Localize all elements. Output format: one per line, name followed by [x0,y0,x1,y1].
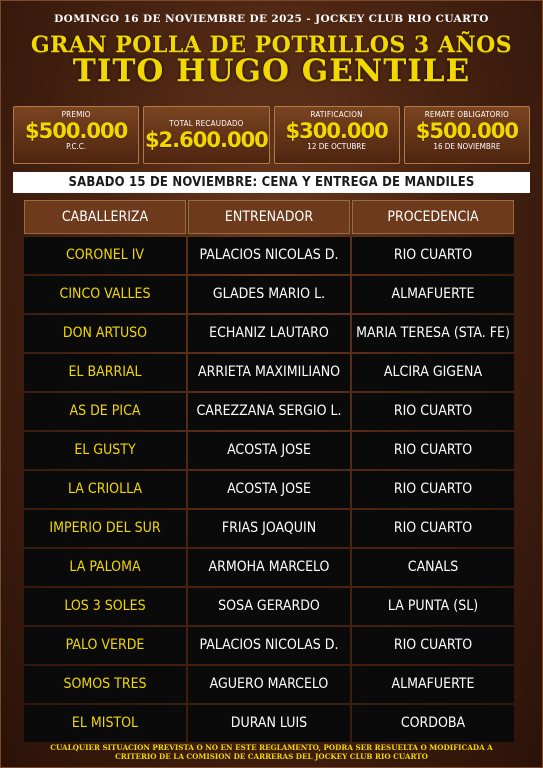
table-row [24,471,514,508]
event-date-line: DOMINGO 16 DE NOVIEMBRE DE 2025 - JOCKEY CLUB RIO CUARTO [54,13,489,25]
cell-procedencia: RIO CUARTO [352,627,514,664]
cell-entrenador: CAREZZANA SERGIO L. [188,393,350,430]
cell-caballeriza: LOS 3 SOLES [24,588,186,625]
entries-table [24,200,514,744]
table-header [24,200,514,234]
cell-entrenador: AGUERO MARCELO [188,666,350,703]
cell-procedencia: RIO CUARTO [352,393,514,430]
cell-caballeriza: EL GUSTY [24,432,186,469]
box-amount: $300.000 [285,119,388,143]
box-label: REMATE OBLIGATORIO [424,110,510,119]
cell-caballeriza: DON ARTUSO [24,315,186,352]
table-row [24,315,514,352]
box-label: TOTAL RECAUDADO [169,119,244,128]
header-procedencia: PROCEDENCIA [352,200,514,234]
table-row [24,627,514,664]
prize-boxes [13,106,530,164]
cell-entrenador: ACOSTA JOSE [188,432,350,469]
cell-procedencia: RIO CUARTO [352,471,514,508]
cell-entrenador: ARRIETA MAXIMILIANO [188,354,350,391]
box-sub: 12 DE OCTUBRE [307,142,366,151]
header-caballeriza: CABALLERIZA [24,200,186,234]
cell-entrenador: GLADES MARIO L. [188,276,350,313]
table-row [24,510,514,547]
table-row [24,276,514,313]
box-sub: P.C.C. [66,142,87,151]
cell-procedencia: CANALS [352,549,514,586]
cell-procedencia: CORDOBA [352,705,514,742]
footer-note [0,743,543,761]
cell-procedencia: ALMAFUERTE [352,666,514,703]
auction-box [404,106,530,164]
box-amount: $500.000 [415,119,518,143]
table-row [24,666,514,703]
cell-caballeriza: CORONEL IV [24,237,186,274]
table-row [24,237,514,274]
cell-procedencia: RIO CUARTO [352,237,514,274]
cell-entrenador: PALACIOS NICOLAS D. [188,237,350,274]
cell-caballeriza: AS DE PICA [24,393,186,430]
table-row [24,393,514,430]
prize-box [13,106,139,164]
cell-entrenador: ACOSTA JOSE [188,471,350,508]
cell-caballeriza: IMPERIO DEL SUR [24,510,186,547]
ratification-box [274,106,400,164]
footer-line-1: CUALQUIER SITUACION PREVISTA O NO EN ESTE REGLAMENTO, PODRA SER RESUELTA O MODIFICADA A [50,743,493,752]
cell-procedencia: ALMAFUERTE [352,276,514,313]
box-amount: $2.600.000 [144,128,268,152]
cell-procedencia: ALCIRA GIGENA [352,354,514,391]
cell-procedencia: MARIA TERESA (STA. FE) [352,315,514,352]
cell-caballeriza: EL BARRIAL [24,354,186,391]
race-honoree: TITO HUGO GENTILE [72,53,471,89]
box-sub: 16 DE NOVIEMBRE [433,142,501,151]
event-banner: SABADO 15 DE NOVIEMBRE: CENA Y ENTREGA DE MANDILES [13,172,530,193]
cell-entrenador: PALACIOS NICOLAS D. [188,627,350,664]
cell-entrenador: DURAN LUIS [188,705,350,742]
total-box [143,106,269,164]
cell-caballeriza: EL MISTOL [24,705,186,742]
cell-caballeriza: LA CRIOLLA [24,471,186,508]
header-entrenador: ENTRENADOR [188,200,350,234]
table-row [24,549,514,586]
cell-entrenador: FRIAS JOAQUIN [188,510,350,547]
cell-procedencia: RIO CUARTO [352,510,514,547]
cell-caballeriza: LA PALOMA [24,549,186,586]
cell-procedencia: RIO CUARTO [352,432,514,469]
cell-caballeriza: CINCO VALLES [24,276,186,313]
cell-entrenador: ECHANIZ LAUTARO [188,315,350,352]
box-label: PREMIO [61,110,91,119]
table-row [24,354,514,391]
cell-procedencia: LA PUNTA (SL) [352,588,514,625]
race-title: GRAN POLLA DE POTRILLOS 3 AÑOS [30,32,513,58]
cell-entrenador: SOSA GERARDO [188,588,350,625]
cell-caballeriza: PALO VERDE [24,627,186,664]
footer-line-2: CRITERIO DE LA COMISION DE CARRERAS DEL JOCKEY CLUB RIO CUARTO [115,752,428,761]
cell-caballeriza: SOMOS TRES [24,666,186,703]
cell-entrenador: ARMOHA MARCELO [188,549,350,586]
table-row [24,432,514,469]
table-row [24,705,514,742]
box-amount: $500.000 [24,119,128,143]
table-row [24,588,514,625]
box-label: RATIFICACION [310,110,363,119]
